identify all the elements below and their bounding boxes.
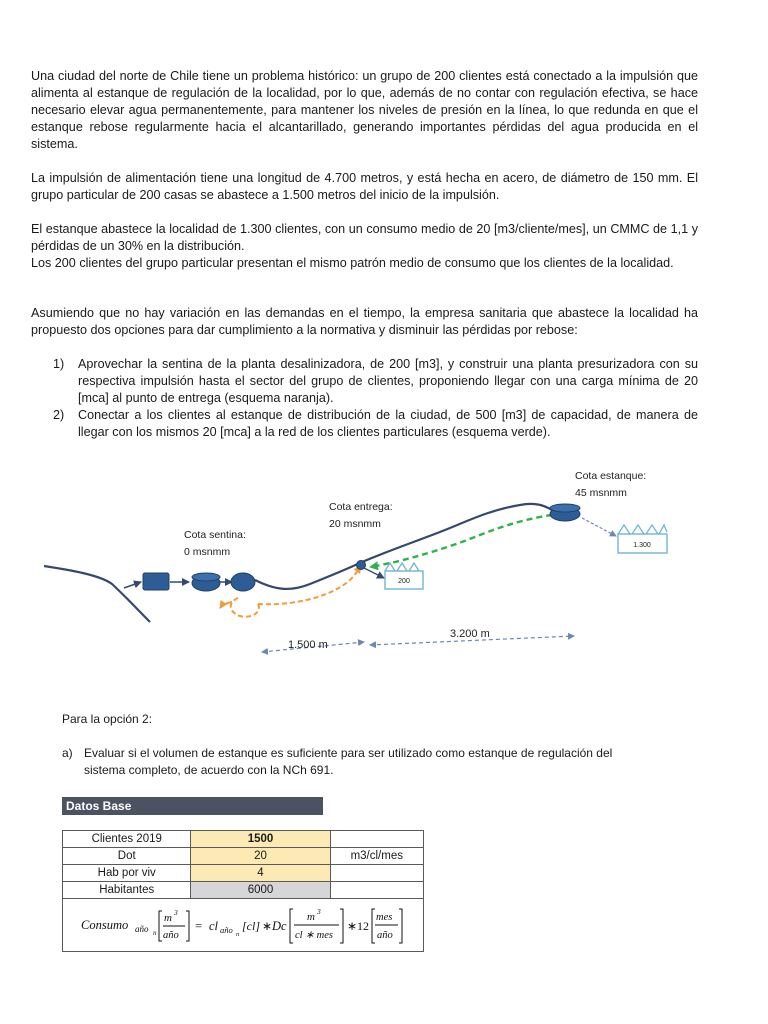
cota-entrega-value: 20 msnmm (329, 518, 381, 530)
table-cell: 6000 (191, 882, 330, 899)
svg-text:año: año (135, 924, 149, 934)
svg-text:∗: ∗ (347, 919, 358, 933)
feed-arrow (124, 582, 141, 588)
table-cell: 1500 (191, 831, 330, 848)
coastline (44, 566, 150, 622)
svg-text:año: año (220, 925, 233, 935)
paragraph-opciones-intro: Asumiendo que no hay variación en las demandas en el tiempo, la empresa sanitaria que abastece la localidad ha propuesto dos opciones para dar cumplimiento a la normativa y disminuir las pérdidas por rebose: (31, 306, 698, 337)
formula-cell (63, 899, 424, 952)
paragraph-estanque: El estanque abastece la localidad de 1.300 clientes, con un consumo medio de 20 [m3/cliente/mes], un CMMC de 1,1 y pérdidas de un 30% en la distribución. (31, 222, 698, 253)
svg-text:mes: mes (376, 912, 393, 923)
svg-text:año: año (163, 930, 179, 941)
cota-estanque-value: 45 msnmm (575, 487, 627, 499)
table-cell (330, 882, 423, 899)
table-cell: 20 (191, 848, 330, 865)
svg-text:[cl]: [cl] (242, 919, 260, 933)
question-a-text: Evaluar si el volumen de estanque es suficiente para ser utilizado como estanque de regulación del sistema completo, de acuerdo con la NCh 691. (84, 746, 613, 777)
table-cell (330, 831, 423, 848)
section-label: Para la opción 2: (62, 712, 153, 726)
option-text: Conectar a los clientes al estanque de distribución de la ciudad, de 500 [m3] de capacidad, de manera de llegar con los mismos 20 [mca] a la red de los clientes particulares (esquema verde). (78, 408, 698, 439)
cota-estanque-label: Cota estanque: (575, 470, 647, 482)
svg-text:∗: ∗ (262, 919, 273, 933)
svg-text:3: 3 (317, 907, 321, 916)
svg-text:m: m (164, 912, 172, 924)
svg-text:cl: cl (209, 919, 219, 933)
svg-text:=: = (195, 919, 203, 933)
datos-base-header: Datos Base (62, 797, 323, 815)
table-row (63, 899, 424, 952)
pump-icon (231, 573, 255, 591)
svg-text:cl ∗ mes: cl ∗ mes (295, 930, 333, 941)
dist-3200-label: 3.200 m (450, 628, 490, 640)
table-row (63, 865, 424, 882)
consumption-formula (67, 899, 419, 951)
table-cell: 4 (191, 865, 330, 882)
svg-text:n: n (236, 931, 240, 938)
option-item: 2) Conectar a los clientes al estanque de distribución de la ciudad, de 500 [m3] de capacidad, de manera de llegar con los mismos 20 [mca] a la red de los clientes particulares (esquema verde). (53, 408, 698, 439)
desal-plant-icon (143, 573, 169, 590)
system-diagram (0, 455, 768, 670)
options-list (31, 356, 698, 441)
cota-sentina-label: Cota sentina: (184, 529, 246, 541)
table-cell: Hab por viv (63, 865, 191, 882)
table-cell: Habitantes (63, 882, 191, 899)
svg-text:12: 12 (357, 919, 369, 933)
table-cell (330, 865, 423, 882)
cota-entrega-label: Cota entrega: (329, 501, 393, 513)
paragraph-impulsion: La impulsión de alimentación tiene una longitud de 4.700 metros, y está hecha en acero, de diámetro de 150 mm. El grupo particular de 200 casas se abastece a 1.500 metros del inicio de la impulsión. (31, 171, 698, 202)
svg-text:Dc: Dc (272, 919, 287, 933)
paragraph-grupo: Los 200 clientes del grupo particular presentan el mismo patrón medio de consumo que los clientes de la localidad. (31, 256, 674, 270)
dist-1500-label: 1.500 m (288, 639, 328, 651)
question-a: a) Evaluar si el volumen de estanque es suficiente para ser utilizado como estanque de regulación del sistema completo, de acuerdo con la NCh 691. (62, 745, 622, 779)
svg-text:m: m (307, 911, 315, 923)
option-text: Aprovechar la sentina de la planta desalinizadora, de 200 [m3], y construir una planta presurizadora con su respectiva impulsión hasta el sector del grupo de clientes, proponiendo llegar con una carga mínima de 20 [mca] al punto de entrega (esquema naranja). (78, 357, 698, 405)
svg-text:año: año (377, 930, 393, 941)
paragraph-problem: Una ciudad del norte de Chile tiene un problema histórico: un grupo de 200 clientes está conectado a la impulsión que alimenta al estanque de regulación de la localidad, por lo que, además de no contar con regulación efectiva, se hace necesario elevar agua permanentemente, para mantener los niveles de presión en la línea, lo que redunda en que el estanque rebose regularmente hacia el alcantarillado, generando importantes pérdidas del agua producida en el sistema. (31, 69, 698, 151)
table-row (63, 848, 424, 865)
orange-scheme-loop (231, 598, 259, 617)
table-cell: Dot (63, 848, 191, 865)
city-box-label: 1.300 (633, 542, 651, 549)
table-row (63, 882, 424, 899)
datos-base-table (62, 830, 424, 952)
table-cell: m3/cl/mes (330, 848, 423, 865)
cota-sentina-value: 0 msnmm (184, 546, 231, 558)
svg-text:Consumo: Consumo (81, 918, 129, 932)
svg-text:3: 3 (174, 908, 178, 917)
table-cell: Clientes 2019 (63, 831, 191, 848)
table-row (63, 831, 424, 848)
option-item: 1) Aprovechar la sentina de la planta desalinizadora, de 200 [m3], y construir una planta presurizadora con su respectiva impulsión hasta el sector del grupo de clientes, proponiendo llegar con una carga mínima de 20 [mca] al punto de entrega (esquema naranja). (53, 357, 698, 405)
group-box-label: 200 (398, 578, 410, 585)
svg-text:n: n (153, 929, 157, 937)
